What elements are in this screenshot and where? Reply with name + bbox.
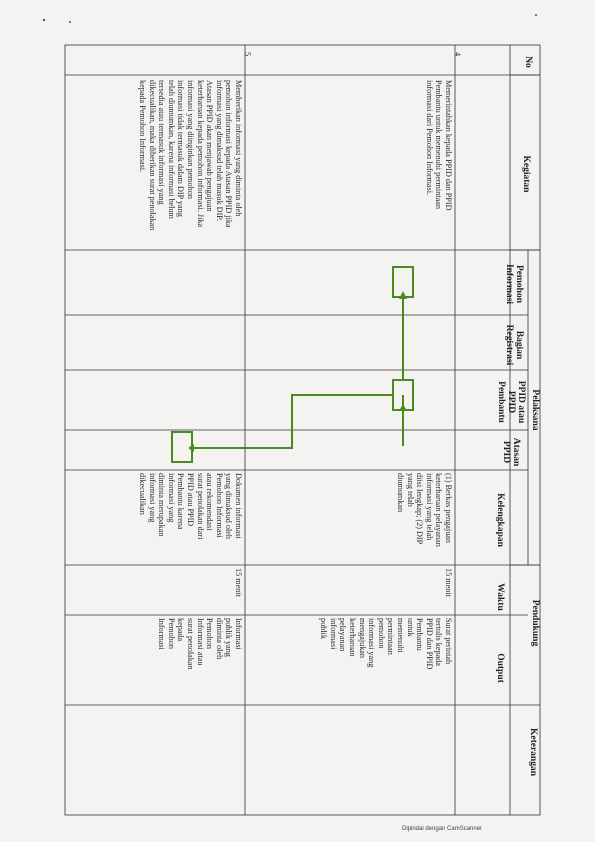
scan-artifacts: [43, 14, 537, 23]
row-4-output: Surat perintah tertulis kepada PPID dan PPID Pembantu untuk memenuhi permintaan pemohon informasi yang mengajukan keterbaruan pelayanan informasi publik: [319, 618, 453, 670]
header-pelaksana: Pelaksana: [530, 389, 540, 431]
flow-diagram: [172, 267, 413, 462]
table-grid: [65, 45, 540, 815]
flow-line-5: [192, 395, 393, 448]
row-4-waktu: 15 menit: [444, 568, 453, 597]
header-bagian: Bagian Registrasi: [504, 324, 524, 366]
header-kelengkapan: Kelengkapan: [495, 493, 505, 547]
arrow-head-mid: [399, 404, 407, 411]
row-5-kegiatan: Memberikan informasi yang diminta oleh pemohon informasi kepada Atasan PPID jika informasi yang dimaksud telah masuk DIP. Atasan PPID akan menjawab pengajuan keterbaruan kepada pemohon informasi. Jika informasi yang diinginkan pemohon informasi tidak termasuk dalam DIP yang telah diumumkan, karena informasi belum tersedia atau termasuk informasi yang dikecualikan, maka diberikan surat penolakan kepada Pemohon Informasi.: [138, 80, 243, 231]
row-5-kelengkapan: Dokumen informasi yang dimaksud oleh Pemohon Informasi atau rekomendasi surat penolakan dari PPID atau PPID Pembantu karena informasi yang diminta merupakan informasi yang dikecualikan: [138, 473, 243, 540]
row-4-kegiatan: Memerintahkan kepada PPID dan PPID Pembantu untuk memenuhi permintaan informasi dari Pemohon Informasi.: [424, 80, 453, 211]
scanner-footer: Dipindai dengan CamScanner: [402, 826, 483, 832]
header-ppid: PPID atau PPID Pembantu: [496, 380, 526, 424]
header-atasan: Atasan PPID: [501, 437, 521, 467]
header-no: No: [523, 56, 533, 68]
row-5-waktu: 15 menit: [234, 568, 243, 597]
flow-box-atasan: [172, 432, 192, 462]
row-5-output: Informasi publik yang diminta oleh Pemohon Informasi atau surat penolakan kepada Pemohon Informasi: [157, 618, 243, 670]
header-output: Output: [495, 653, 505, 683]
header-pemohon: Pemohon Informasi: [504, 263, 524, 305]
header-waktu: Waktu: [495, 583, 505, 611]
arrow-head-up: [399, 291, 407, 299]
header-pendukung: Pendukung: [530, 599, 540, 647]
row-4-kelengkapan: (1) Berkas pengajuan keterbaruan pelayanan informasi yang telah diisi lengkap; (2) DIP yang telah diumumkan: [396, 473, 453, 547]
header-kegiatan: Kegiatan: [521, 155, 531, 193]
row-5-no: 5: [243, 52, 252, 57]
row-4-no: 4: [453, 52, 462, 57]
header-keterangan: Keterangan: [528, 727, 538, 777]
